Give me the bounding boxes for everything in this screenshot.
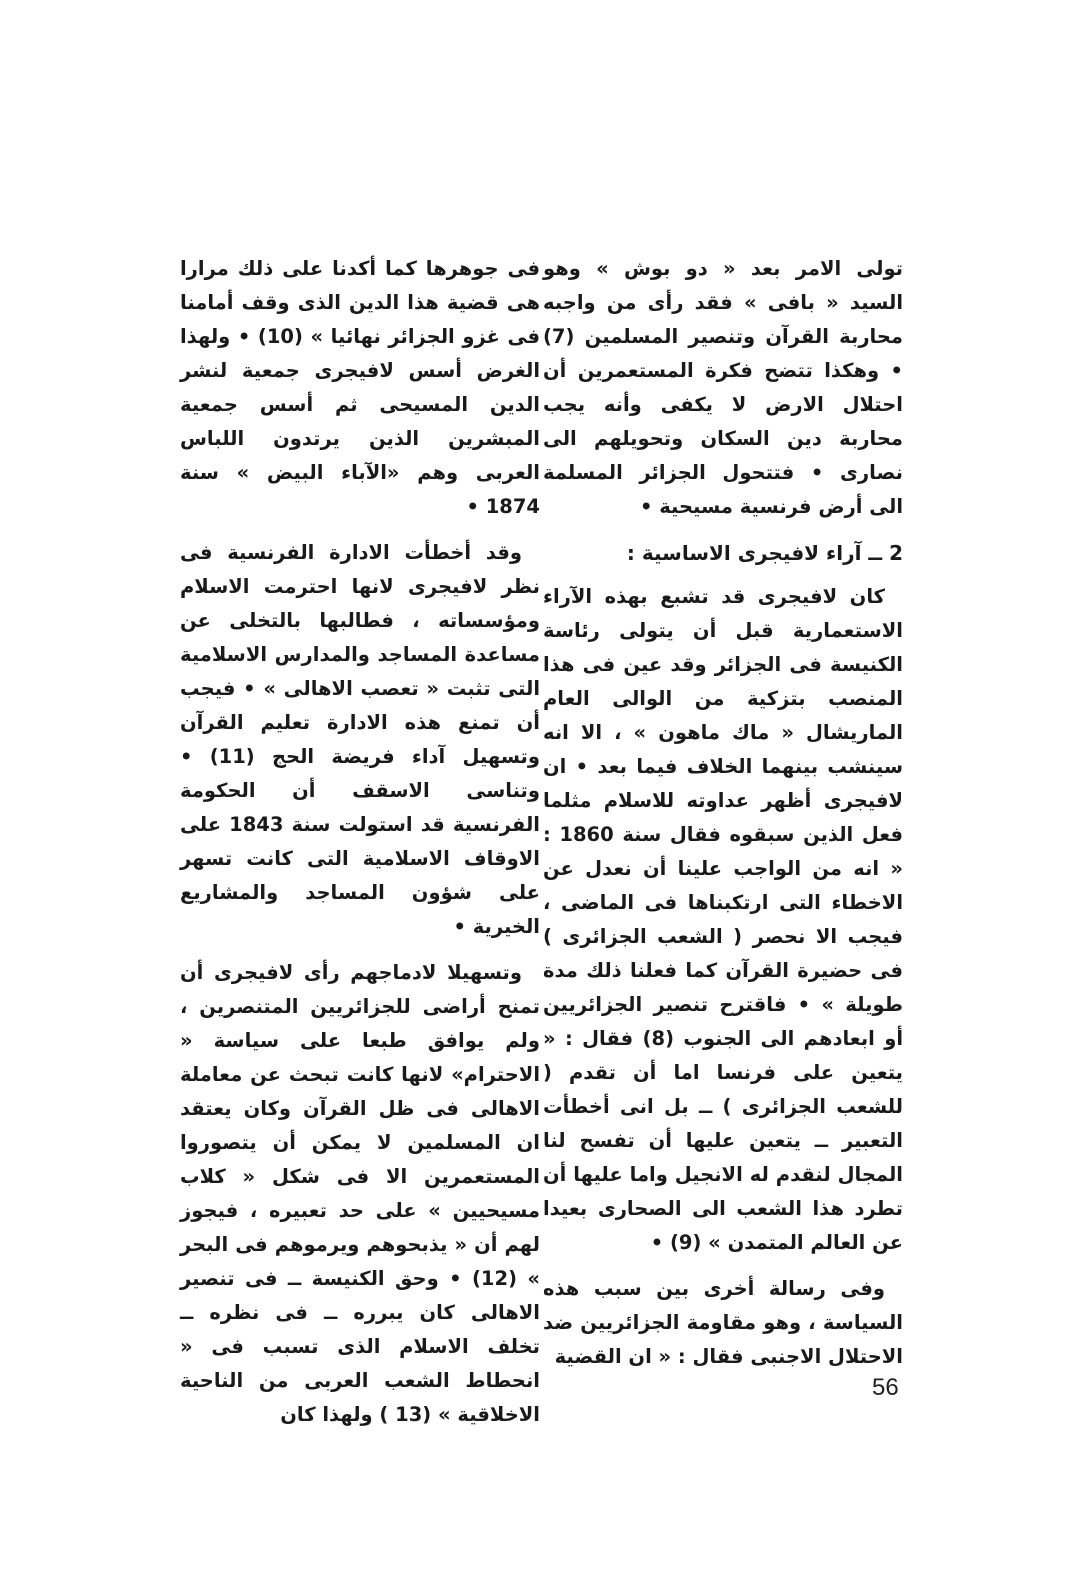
section-heading: 2 ــ آراء لافيجرى الاساسية : (626, 541, 903, 565)
paragraph: كان لافيجرى قد تشبع بهذه الآراء الاستعمارية قبل أن يتولى رئاسة الكنيسة فى الجزائر وقد عين فى هذا المنصب بتزكية من الوالى العام الماريشال « ماك ماهون » ، الا انه سينشب بينهما الخلاف فيما بعد • ان لافيجرى أظهر عداوته للاسلام مثلما فعل الذين سبقوه فقال سنة 1860 : « انه من الواجب علينا أن نعدل عن الاخطاء التى ارتكبناها فى الماضى ، فيجب الا نحصر ( الشعب الجزائرى ) فى حضيرة القرآن كما فعلنا ذلك مدة طويلة » • فاقترح تنصير الجزائريين أو ابعادهم الى الجنوب (8) فقال : « يتعين على فرنسا اما أن تقدم ( للشعب الجزائرى ) ــ بل انى أخطأت التعبير ــ يتعين عليها أن تفسح لنا المجال لنقدم له الانجيل واما عليها أن تطرد هذا الشعب الى الصحارى بعيدا عن العالم المتمدن » (9) • (543, 585, 904, 1254)
paragraph: وقد أخطأت الادارة الفرنسية فى نظر لافيجرى لانها احترمت الاسلام ومؤسساته ، فطالبها بالتخلى عن مساعدة المساجد والمدارس الاسلامية التى تثبت « تعصب الاهالى » • فيجب أن تمنع هذه الادارة تعليم القرآن وتسهيل آداء فريضة الحج (11) • وتناسى الاسقف أن الحكومة الفرنسية قد استولت سنة 1843 على الاوقاف الاسلامية التى كانت تسهر على شؤون المساجد والمشاريع الخيرية • (180, 541, 540, 938)
paragraph: تولى الامر بعد « دو بوش » وهو السيد « بافى » فقد رأى من واجبه محاربة القرآن وتنصير المسلمين (7) • وهكذا تتضح فكرة المستعمرين أن احتلال الارض لا يكفى وأنه يجب محاربة دين السكان وتحويلهم الى نصارى • فتتحول الجزائر المسلمة الى أرض فرنسية مسيحية • (543, 257, 903, 518)
left-column (180, 252, 540, 1444)
paragraph: وفى رسالة أخرى بين سبب هذه السياسة ، وهو مقاومة الجزائريين ضد الاحتلال الاجنبى فقال : « ان القضية (543, 1277, 903, 1368)
paragraph: فى جوهرها كما أكدنا على ذلك مرارا هى قضية هذا الدين الذى وقف أمامنا فى غزو الجزائر نهائيا » (10) • ولهذا الغرض أسس لافيجرى جمعية لنشر الدين المسيحى ثم أسس جمعية المبشرين الذين يرتدون اللباس العربى وهم «الآباء البيض » سنة 1874 • (180, 257, 540, 518)
right-column (543, 252, 903, 1386)
paragraph: وتسهيلا لادماجهم رأى لافيجرى أن تمنح أراضى للجزائريين المتنصرين ، ولم يوافق طبعا على سياسة « الاحترام» لانها كانت تبحث عن معاملة الاهالى فى ظل القرآن وكان يعتقد ان المسلمين لا يمكن أن يتصوروا المستعمرين الا فى شكل « كلاب مسيحيين » على حد تعبيره ، فيجوز لهم أن « يذبحوهم ويرموهم فى البحر » (12) • وحق الكنيسة ــ فى تنصير الاهالى كان يبرره ــ فى نظره ــ تخلف الاسلام الذى تسبب فى « انحطاط الشعب العربى من الناحية الاخلاقية » (13 ) ولهذا كان (180, 961, 540, 1426)
page-number: 56 (872, 1374, 899, 1401)
